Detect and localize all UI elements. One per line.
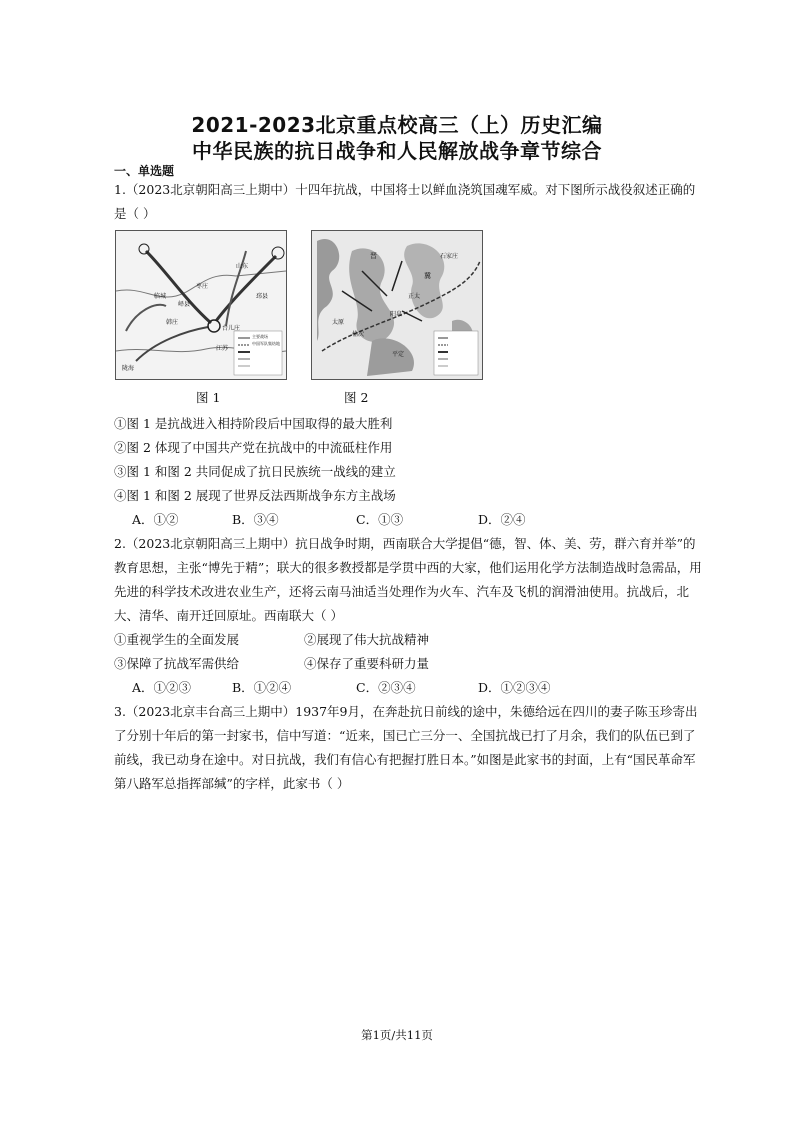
document-title-line1: 2021-2023北京重点校高三（上）历史汇编 <box>191 113 603 137</box>
document-title-line2: 中华民族的抗日战争和人民解放战争章节综合 <box>192 139 602 163</box>
fig1-label-yixian: 峄县 <box>178 301 191 308</box>
q3-stem-line2: 了分别十年后的第一封家书，信中写道：“近来，国已亡三分一、全国抗战已打了月余，我们的队伍已到了 <box>114 728 696 743</box>
fig2-label-taiyuan: 太原 <box>332 319 345 326</box>
q2-stem-line1: 2.（2023北京朝阳高三上期中）抗日战争时期，西南联合大学提倡“德，智、体、美、劳，群六育并举”的 <box>114 536 696 551</box>
page-number: 第1页/共11页 <box>361 1028 433 1042</box>
fig1-label-shandong: 山东 <box>236 263 249 270</box>
figure-2-caption: 图 2 <box>344 390 369 405</box>
fig1-label-taierzhuang: 台儿庄 <box>222 325 241 332</box>
fig1-legend-assembly: 中国军队集结地 <box>252 341 280 346</box>
q1-stem-line1: 1.（2023北京朝阳高三上期中）十四年抗战，中国将士以鲜血浇筑国魂军威。对下图所示战役叙述正确的 <box>114 182 696 197</box>
section-heading: 一、单选题 <box>114 164 175 178</box>
fig1-label-zaozhuang: 枣庄 <box>196 283 209 290</box>
q1-statement-4: ④图 1 和图 2 展现了世界反法西斯战争东方主战场 <box>114 488 396 503</box>
q1-statement-1: ①图 1 是抗战进入相持阶段后中国取得的最大胜利 <box>114 416 393 431</box>
q1-option-c[interactable]: C．①③ <box>356 512 404 527</box>
q1-statement-3: ③图 1 和图 2 共同促成了抗日民族统一战线的建立 <box>114 464 396 479</box>
q1-option-d[interactable]: D．②④ <box>478 512 526 527</box>
q2-option-d[interactable]: D．①②③④ <box>478 680 551 695</box>
q2-statement-2: ②展现了伟大抗战精神 <box>304 632 430 647</box>
figure-1-caption: 图 1 <box>196 390 221 405</box>
q1-option-a[interactable]: A．①② <box>132 512 179 527</box>
fig2-label-jin: 晋 <box>370 252 377 260</box>
fig2-label-shijiazhuang: 石家庄 <box>440 253 459 260</box>
q2-option-b[interactable]: B．①②④ <box>232 680 292 695</box>
q2-stem-line3: 先进的科学技术改进农业生产，还将云南马油适当处理作为火车、汽车及飞机的润滑油使用。抗战后，北 <box>114 584 690 599</box>
fig1-label-jiangsu: 江苏 <box>216 345 229 352</box>
fig1-label-hanzhuang: 韩庄 <box>166 319 179 326</box>
fig2-label-ji: 冀 <box>424 272 431 280</box>
q1-stem-line2: 是（ ） <box>114 206 156 221</box>
fig2-label-pingding: 平定 <box>392 351 405 358</box>
q2-statement-4: ④保存了重要科研力量 <box>304 656 430 671</box>
q2-stem-line4: 大、清华、南开迁回原址。西南联大（ ） <box>114 608 343 623</box>
fig1-legend-battlefield: 主要战场 <box>252 334 268 339</box>
q2-option-c[interactable]: C．②③④ <box>356 680 416 695</box>
q1-option-b[interactable]: B．③④ <box>232 512 279 527</box>
fig2-label-zhengtai: 正太 <box>408 293 421 300</box>
fig2-label-yuci: 榆次 <box>352 331 365 338</box>
q2-option-a[interactable]: A．①②③ <box>132 680 192 695</box>
q3-stem-line3: 前线，我已动身在途中。对日抗战，我们有信心有把握打胜日本。”如图是此家书的封面，上有“国民革命军 <box>114 752 696 767</box>
q3-stem-line4: 第八路军总指挥部缄”的字样，此家书（ ） <box>114 776 350 791</box>
fig1-label-longhai: 陇海 <box>122 365 135 372</box>
fig1-label-pixian: 邳县 <box>256 293 269 300</box>
q2-statement-1: ①重视学生的全面发展 <box>114 632 240 647</box>
figure-2-map <box>311 230 483 380</box>
fig1-label-lincheng: 临城 <box>154 293 167 300</box>
q3-stem-line1: 3.（2023北京丰台高三上期中）1937年9月，在奔赴抗日前线的途中，朱德给远在四川的妻子陈玉珍寄出 <box>114 704 698 719</box>
q1-statement-2: ②图 2 体现了中国共产党在抗战中的中流砥柱作用 <box>114 440 393 455</box>
figure-1-map-graphic <box>116 231 286 379</box>
figure-1-map <box>115 230 287 380</box>
q2-stem-line2: 教育思想，主张“博先于精”；联大的很多教授都是学贯中西的大家，他们运用化学方法制造战时急需品，用 <box>114 560 702 575</box>
fig2-label-yangquan: 阳泉 <box>390 311 403 318</box>
q2-statement-3: ③保障了抗战军需供给 <box>114 656 240 671</box>
